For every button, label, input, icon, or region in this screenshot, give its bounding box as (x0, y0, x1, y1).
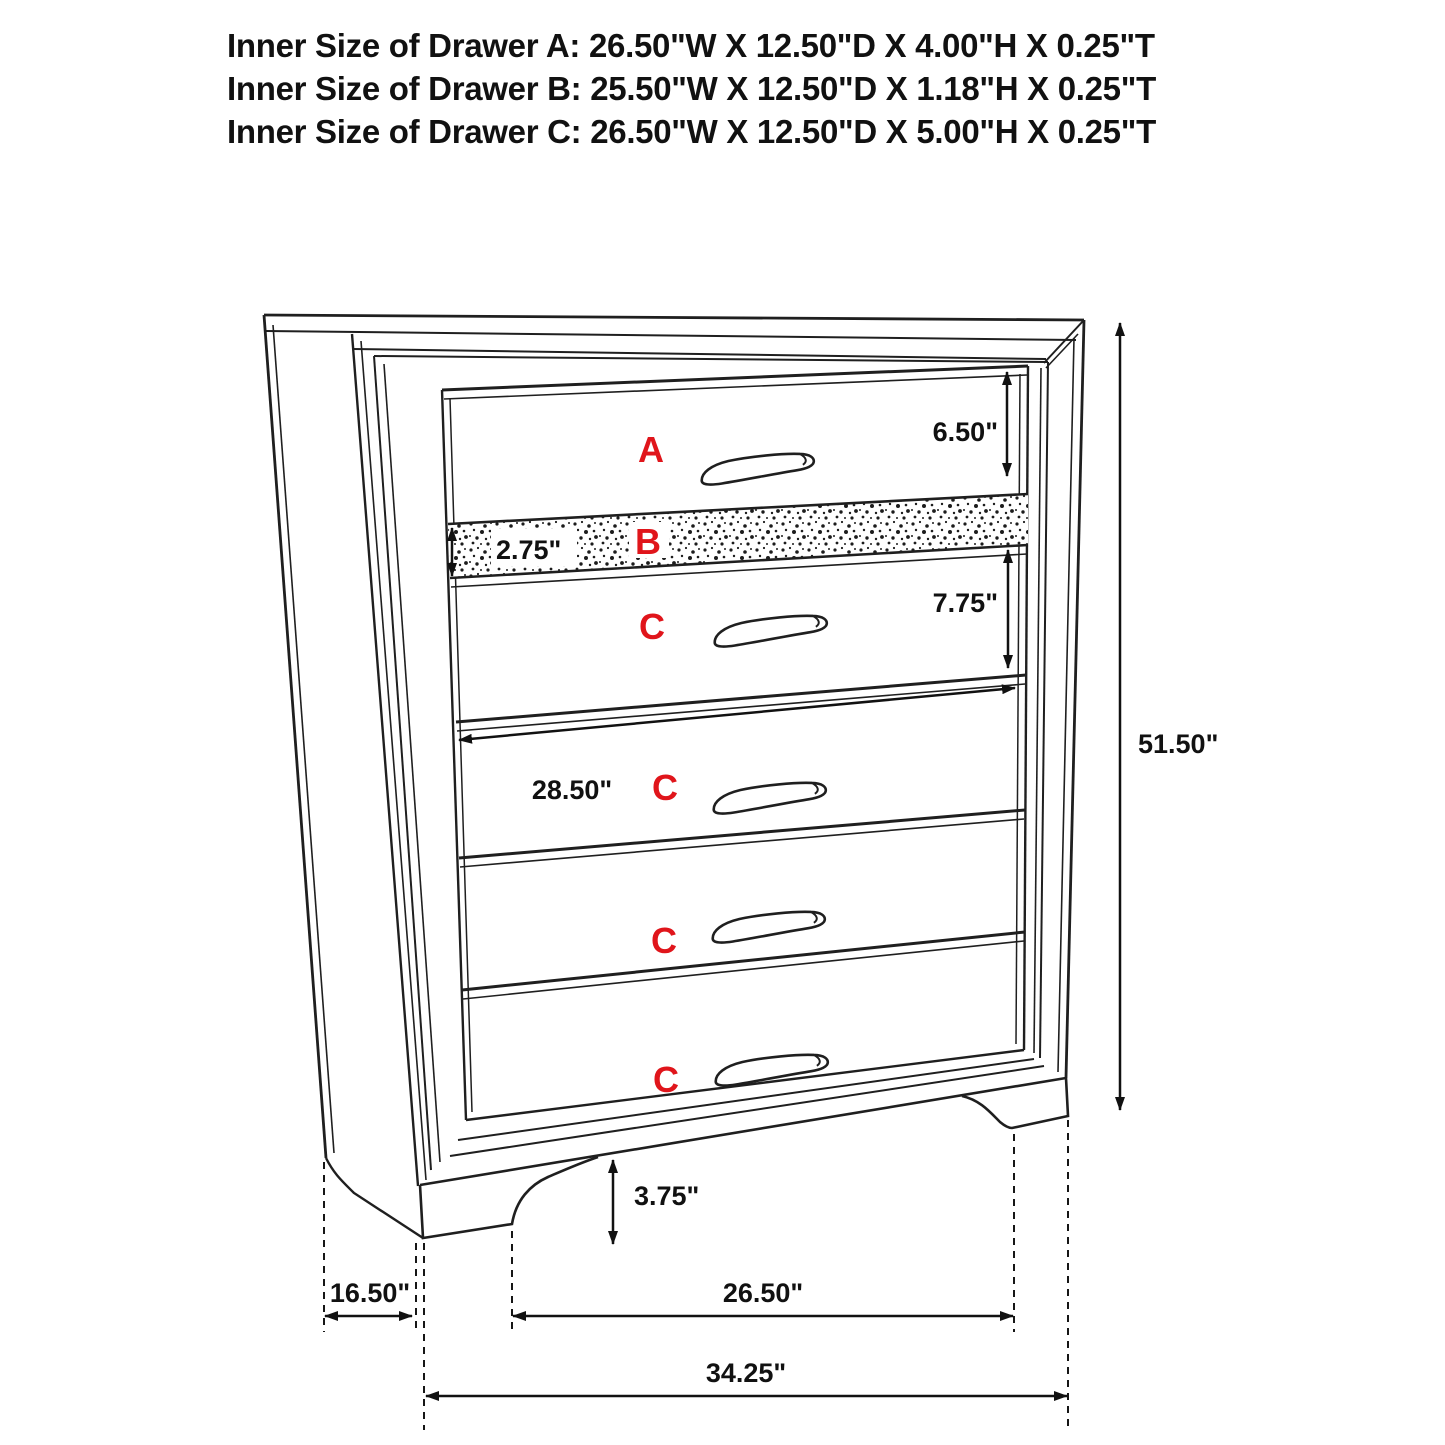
opening-right-edge (1024, 366, 1028, 1050)
front-left-corner-edge (352, 334, 418, 1186)
top-right-chamfer (1044, 320, 1084, 363)
drawer-c2-top-edge (457, 684, 1025, 731)
drawer-c3-label: C (651, 920, 677, 961)
drawer-c4-top-edge (463, 941, 1024, 999)
side-panel-outer-edge (264, 315, 326, 1158)
drawer-c2-label: C (652, 767, 678, 808)
dim-label-total-width: 34.25" (705, 1358, 787, 1388)
drawer-b-label: B (635, 521, 661, 562)
frame-left-bevel (384, 364, 440, 1162)
drawer-c2-handle-icon (712, 781, 827, 814)
top-front-edge (264, 315, 1084, 320)
drawer-a-label: A (638, 429, 664, 470)
dim-label-drawer-a-height: 6.50" (932, 417, 998, 447)
dim-label-drawer-width: 26.50" (722, 1278, 804, 1308)
side-panel-bottom-edge (326, 1158, 423, 1238)
header-line-drawer-a: Inner Size of Drawer A: 26.50"W X 12.50"D X 4.00"H X 0.25"T (227, 27, 1155, 64)
drawer-c1-label: C (639, 606, 665, 647)
side-panel-inner-line (273, 325, 334, 1153)
drawer-c3-top-edge (460, 819, 1024, 867)
top-slab-lower-edge (266, 331, 1076, 340)
front-left-corner-inner (361, 341, 426, 1180)
frame-right-bevel (1034, 368, 1041, 1053)
drawer-right-gap-line (1016, 374, 1020, 1044)
header-line-drawer-b: Inner Size of Drawer B: 25.50"W X 12.50"D X 1.18"H X 0.25"T (227, 70, 1156, 107)
separator-c2-c3 (459, 810, 1025, 858)
frame-left-stile-edge (374, 356, 431, 1170)
drawer-a-handle-icon (700, 452, 815, 485)
header-line-drawer-c: Inner Size of Drawer C: 26.50"W X 12.50"D X 5.00"H X 0.25"T (227, 113, 1156, 150)
opening-left-edge (442, 390, 466, 1120)
dim-label-side-depth: 16.50" (329, 1278, 411, 1308)
dim-label-foot-height: 3.75" (634, 1181, 700, 1211)
dim-label-total-height: 51.50" (1138, 729, 1219, 759)
drawer-c1-handle-icon (713, 614, 828, 647)
header-text (227, 27, 1156, 150)
drawer-c3-handle-icon (711, 910, 826, 943)
drawer-c4-label: C (653, 1059, 679, 1100)
right-outer-inner-line (1058, 338, 1074, 1072)
dim-label-drawer-b-height: 2.75" (496, 535, 562, 565)
dim-label-drawer-c-height: 7.75" (932, 588, 998, 618)
separator-c1-c2 (456, 675, 1026, 722)
frame-right-stile-edge (1040, 362, 1048, 1058)
right-outer-edge (1066, 320, 1084, 1078)
dim-label-inner-width: 28.50" (531, 775, 613, 805)
